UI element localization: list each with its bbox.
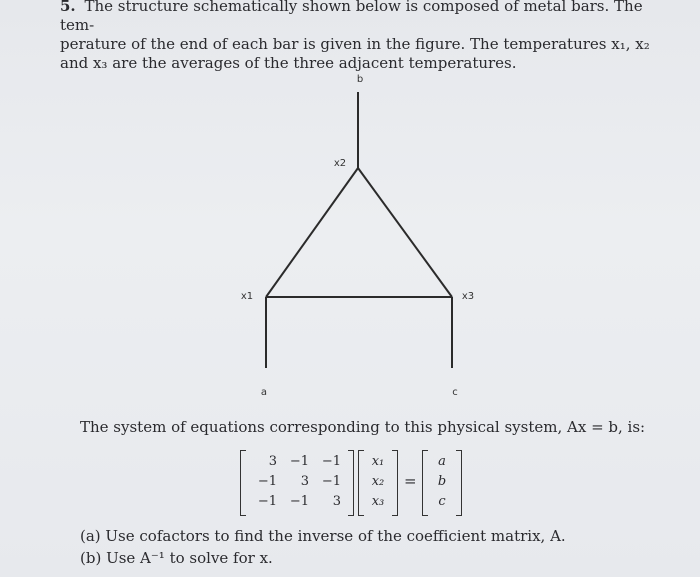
label-x2: x2 bbox=[333, 158, 347, 169]
rhs-vector bbox=[422, 450, 462, 516]
unknown-x1: x₁ bbox=[371, 454, 385, 469]
label-c: c bbox=[452, 387, 458, 398]
coefficient-matrix bbox=[240, 450, 354, 516]
matrix-cell: 3 bbox=[332, 494, 341, 509]
matrix-equation bbox=[240, 450, 500, 518]
bar-right-diagonal bbox=[358, 168, 452, 297]
label-x3: x3 bbox=[461, 291, 475, 302]
label-a: a bbox=[260, 387, 268, 398]
label-x1: x1 bbox=[240, 291, 254, 302]
problem-number: 5. bbox=[60, 0, 76, 15]
part-b: (b) Use A⁻¹ to solve for x. bbox=[80, 549, 273, 567]
problem-text-1: The structure schematically shown below is composed of metal bars. The tem- bbox=[60, 0, 643, 34]
rhs-b: b bbox=[437, 474, 447, 489]
matrix-cell: −1 bbox=[289, 494, 309, 509]
rhs-a: a bbox=[438, 454, 446, 469]
equals-sign: = bbox=[404, 472, 417, 490]
matrix-cell: −1 bbox=[321, 474, 341, 489]
rhs-c: c bbox=[438, 494, 446, 509]
unknowns-vector bbox=[358, 450, 398, 516]
unknown-x2: x₂ bbox=[371, 474, 385, 489]
problem-text-2: perature of the end of each bar is given in the figure. The temperatures x₁, x₂ bbox=[60, 35, 650, 53]
system-intro: The system of equations corresponding to this physical system, Ax = b, is: bbox=[80, 418, 646, 436]
matrix-cell: −1 bbox=[257, 474, 277, 489]
matrix-cell: 3 bbox=[300, 474, 309, 489]
matrix-cell: 3 bbox=[268, 454, 277, 469]
problem-text-3: and x₃ are the averages of the three adjacent temperatures. bbox=[60, 54, 517, 72]
part-a: (a) Use cofactors to find the inverse of the coefficient matrix, A. bbox=[80, 527, 566, 545]
unknown-x3: x₃ bbox=[371, 494, 385, 509]
problem-parts bbox=[80, 525, 566, 569]
matrix-cell: −1 bbox=[257, 494, 277, 509]
bar-left-diagonal bbox=[266, 168, 358, 297]
matrix-cell: −1 bbox=[289, 454, 309, 469]
matrix-cell: −1 bbox=[321, 454, 341, 469]
label-b: b bbox=[356, 74, 364, 85]
